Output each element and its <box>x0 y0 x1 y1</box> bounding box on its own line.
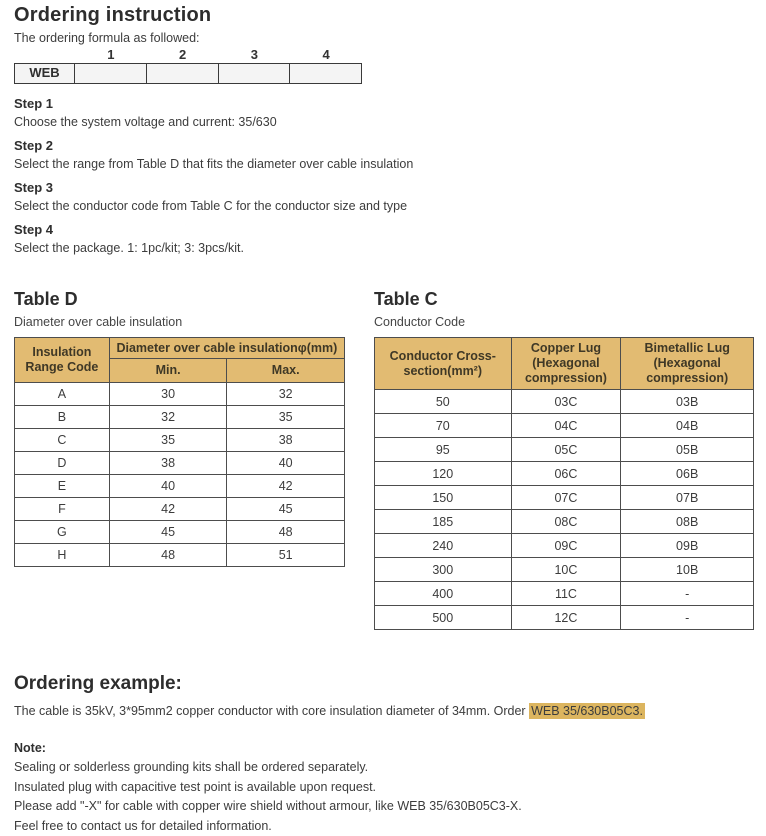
table-c-title: Table C <box>374 289 754 310</box>
formula-intro: The ordering formula as followed: <box>14 31 766 45</box>
table-cell: 32 <box>227 383 345 406</box>
table-cell: 38 <box>227 429 345 452</box>
note-line: Please add "-X" for cable with copper wire shield without armour, like WEB 35/630B05C3-X. <box>14 797 766 817</box>
table-cell: D <box>15 452 110 475</box>
formula-table <box>14 47 362 84</box>
table-cell: 10B <box>621 558 754 582</box>
ordering-example-section <box>14 673 766 718</box>
table-row <box>375 438 754 462</box>
table-cell: 185 <box>375 510 512 534</box>
tables-section <box>14 289 766 630</box>
note-line: Insulated plug with capacitive test point is available upon request. <box>14 778 766 798</box>
table-row <box>15 498 345 521</box>
formula-column-number: 4 <box>290 47 362 63</box>
table-c-header-copper-lug: Copper Lug (Hexagonal compression) <box>511 338 621 390</box>
table-d-header-min: Min. <box>109 359 227 383</box>
table-cell: 08C <box>511 510 621 534</box>
table-row <box>375 462 754 486</box>
table-cell: B <box>15 406 110 429</box>
table-row <box>15 429 345 452</box>
table-cell: 05C <box>511 438 621 462</box>
table-row <box>15 452 345 475</box>
ordering-example-title: Ordering example: <box>14 673 766 695</box>
table-cell: C <box>15 429 110 452</box>
table-cell: 42 <box>109 498 227 521</box>
table-cell: 35 <box>109 429 227 452</box>
steps-section <box>14 96 766 256</box>
formula-column-number: 1 <box>75 47 147 63</box>
step-label: Step 2 <box>14 138 766 153</box>
table-cell: 45 <box>227 498 345 521</box>
table-row <box>15 475 345 498</box>
formula-cells <box>14 63 362 84</box>
table-cell: 48 <box>227 521 345 544</box>
note-section <box>14 739 766 836</box>
table-cell: 30 <box>109 383 227 406</box>
step-text: Select the package. 1: 1pc/kit; 3: 3pcs/kit. <box>14 241 766 256</box>
table-c-header-bimetallic-lug: Bimetallic Lug (Hexagonal compression) <box>621 338 754 390</box>
formula-blank-cell <box>146 64 218 83</box>
formula-blank-cell <box>289 64 361 83</box>
formula-prefix-cell: WEB <box>15 64 74 83</box>
page-title: Ordering instruction <box>14 4 766 27</box>
table-row <box>375 558 754 582</box>
table-cell: 40 <box>227 452 345 475</box>
table-cell: 04B <box>621 414 754 438</box>
table-cell: 32 <box>109 406 227 429</box>
formula-blank-cell <box>218 64 290 83</box>
table-cell: 120 <box>375 462 512 486</box>
table-row <box>15 544 345 567</box>
ordering-example-text <box>14 704 766 718</box>
note-label: Note: <box>14 739 766 758</box>
formula-blank-cell <box>74 64 146 83</box>
table-cell: 10C <box>511 558 621 582</box>
table-row <box>15 383 345 406</box>
table-row <box>375 390 754 414</box>
table-cell: 06B <box>621 462 754 486</box>
table-row <box>375 486 754 510</box>
table-cell: 05B <box>621 438 754 462</box>
table-c <box>374 337 754 630</box>
table-cell: E <box>15 475 110 498</box>
table-cell: 06C <box>511 462 621 486</box>
table-cell: 03B <box>621 390 754 414</box>
table-d-title: Table D <box>14 289 345 310</box>
formula-column-numbers <box>14 47 362 63</box>
table-cell: A <box>15 383 110 406</box>
table-cell: 09C <box>511 534 621 558</box>
table-d-subtitle: Diameter over cable insulation <box>14 315 345 329</box>
step-label: Step 4 <box>14 222 766 237</box>
table-c-subtitle: Conductor Code <box>374 315 754 329</box>
table-row <box>375 414 754 438</box>
table-row <box>375 510 754 534</box>
table-d-block <box>14 289 345 630</box>
table-row <box>375 534 754 558</box>
table-cell: F <box>15 498 110 521</box>
example-text-before: The cable is 35kV, 3*95mm2 copper conductor with core insulation diameter of 34mm. Order <box>14 704 529 718</box>
table-cell: G <box>15 521 110 544</box>
table-cell: 12C <box>511 606 621 630</box>
table-cell: 40 <box>109 475 227 498</box>
table-cell: 70 <box>375 414 512 438</box>
table-cell: 04C <box>511 414 621 438</box>
table-cell: 07B <box>621 486 754 510</box>
formula-column-number: 3 <box>219 47 291 63</box>
table-cell: 45 <box>109 521 227 544</box>
table-d <box>14 337 345 567</box>
table-cell: 03C <box>511 390 621 414</box>
table-d-header-span: Diameter over cable insulationφ(mm) <box>109 338 344 359</box>
step-text: Select the conductor code from Table C for the conductor size and type <box>14 199 766 214</box>
table-cell: - <box>621 606 754 630</box>
table-cell: - <box>621 582 754 606</box>
step-text: Choose the system voltage and current: 35/630 <box>14 115 766 130</box>
step-label: Step 1 <box>14 96 766 111</box>
table-cell: 35 <box>227 406 345 429</box>
table-row <box>375 582 754 606</box>
note-line: Feel free to contact us for detailed information. <box>14 817 766 836</box>
step-label: Step 3 <box>14 180 766 195</box>
table-cell: 50 <box>375 390 512 414</box>
table-d-header-max: Max. <box>227 359 345 383</box>
table-cell: 38 <box>109 452 227 475</box>
table-cell: 07C <box>511 486 621 510</box>
table-cell: 09B <box>621 534 754 558</box>
table-cell: 95 <box>375 438 512 462</box>
table-row <box>15 521 345 544</box>
formula-number-spacer <box>14 47 75 63</box>
table-cell: 42 <box>227 475 345 498</box>
formula-column-number: 2 <box>147 47 219 63</box>
table-cell: 240 <box>375 534 512 558</box>
table-cell: 51 <box>227 544 345 567</box>
note-line: Sealing or solderless grounding kits shall be ordered separately. <box>14 758 766 778</box>
step-text: Select the range from Table D that fits the diameter over cable insulation <box>14 157 766 172</box>
table-d-header-range-code: Insulation Range Code <box>15 338 110 383</box>
table-cell: 08B <box>621 510 754 534</box>
table-cell: 300 <box>375 558 512 582</box>
table-cell: 400 <box>375 582 512 606</box>
table-cell: 48 <box>109 544 227 567</box>
table-row <box>15 406 345 429</box>
table-row <box>375 606 754 630</box>
table-c-header-cross-section: Conductor Cross-section(mm²) <box>375 338 512 390</box>
order-code-highlight: WEB 35/630B05C3. <box>529 703 645 719</box>
table-cell: 11C <box>511 582 621 606</box>
table-cell: 500 <box>375 606 512 630</box>
table-cell: 150 <box>375 486 512 510</box>
table-cell: H <box>15 544 110 567</box>
table-c-block <box>374 289 754 630</box>
